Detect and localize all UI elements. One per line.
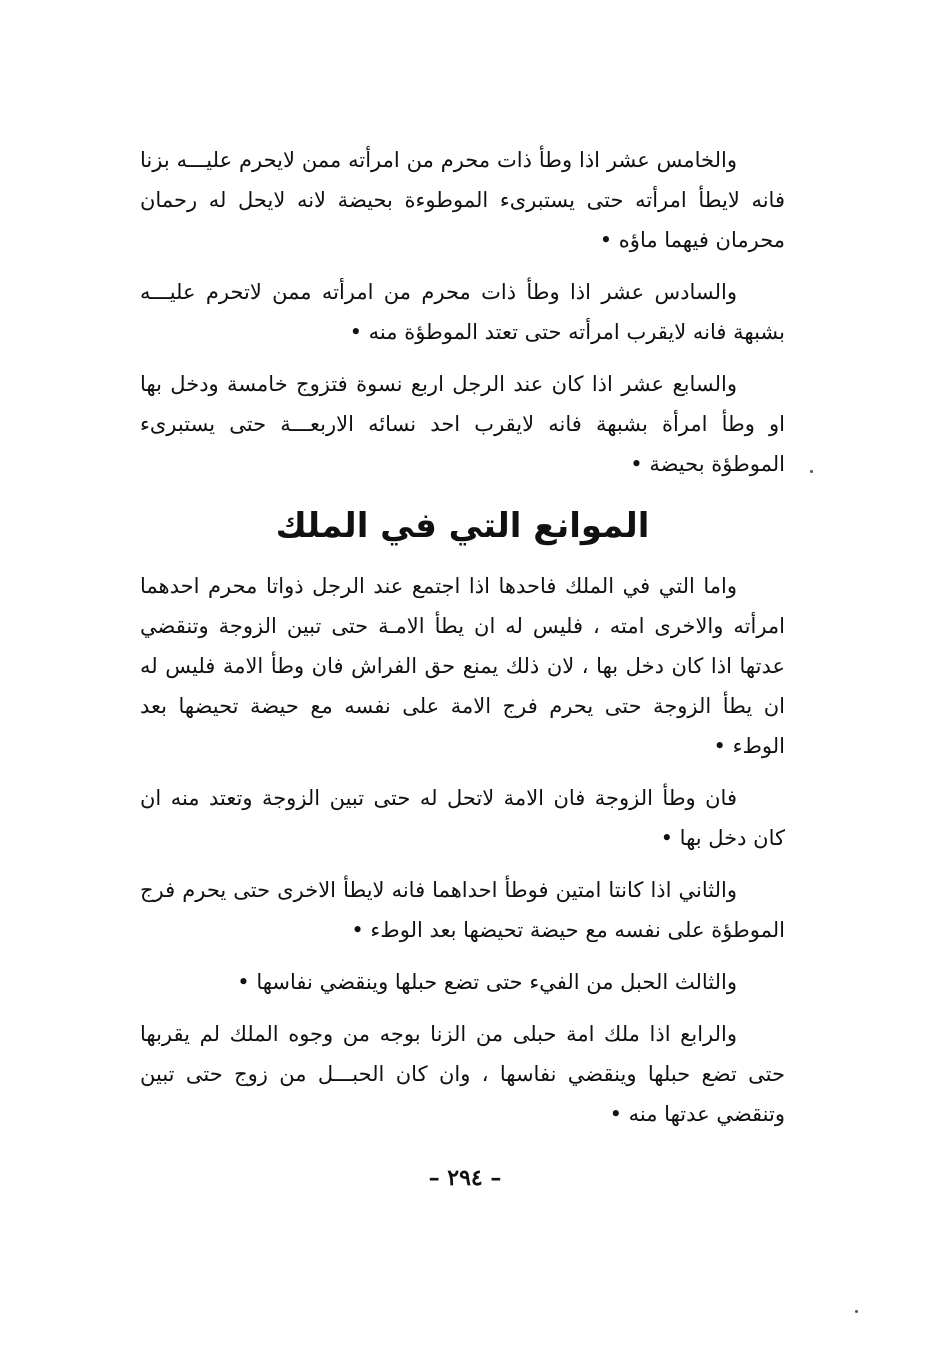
paragraph-fifteenth: والخامس عشر اذا وطأ ذات محرم من امرأته ممن لايحرم عليـــه بزنا فانه لايطأ امرأته حتى يستبرىء الموطوءة بحيضة لانه لايحل له رحمان محرمان فيهما ماؤه • [140,148,785,252]
paragraph-second-impediment: والثاني اذا كانتا امتين فوطأ احداهما فانه لايطأ الاخرى حتى يحرم فرج الموطؤة على نفسه مع حيضة تحيضها بعد الوطء • [140,878,785,942]
paragraph-sixteenth: والسادس عشر اذا وطأ ذات محرم من امرأته ممن لاتحرم عليـــه بشبهة فانه لايقرب امرأته حتى تعتد الموطؤة منه • [140,280,785,344]
scan-speck [810,470,813,473]
scan-speck [855,1310,858,1313]
paragraph-seventeenth: والسابع عشر اذا كان عند الرجل اربع نسوة فتزوج خامسة ودخل بها او وطأ امرأة بشبهة فانه لايقرب احد نسائه الاربعـــة حتى يستبرىء الموطؤة بحيضة • [140,372,785,476]
page-body [140,140,785,1146]
section-heading: الموانع التي في الملك [275,506,650,546]
paragraph-third-impediment: والثالث الحبل من الفيء حتى تضع حبلها وينقضي نفاسها • [237,970,737,994]
page-number: – ٢٩٤ – [428,1165,502,1191]
paragraph-wife-case: فان وطأ الزوجة فان الامة لاتحل له حتى تبين الزوجة وتعتد منه ان كان دخل بها • [140,786,785,850]
paragraph-fourth-impediment: والرابع اذا ملك امة حبلى من الزنا بوجه من وجوه الملك لم يقربها حتى تضع حبلها وينقضي نفاسها ، وان كان الحبـــل من زوج حتى تبين وتنقضي عدتها منه • [140,1022,785,1126]
paragraph-first-impediment: واما التي في الملك فاحدها اذا اجتمع عند الرجل ذواتا محرم احدهما امرأته والاخرى امته ، فليس له ان يطأ الامـة حتى تبين الزوجة وتنقضي عدتها اذا كان دخل بها ، لان ذلك يمنع حق الفراش فان وطأ الامة فليس له ان يطأ الزوجة حتى يحرم فرج الامة على نفسه مع حيضة تحيضها بعد الوطء • [140,574,785,758]
